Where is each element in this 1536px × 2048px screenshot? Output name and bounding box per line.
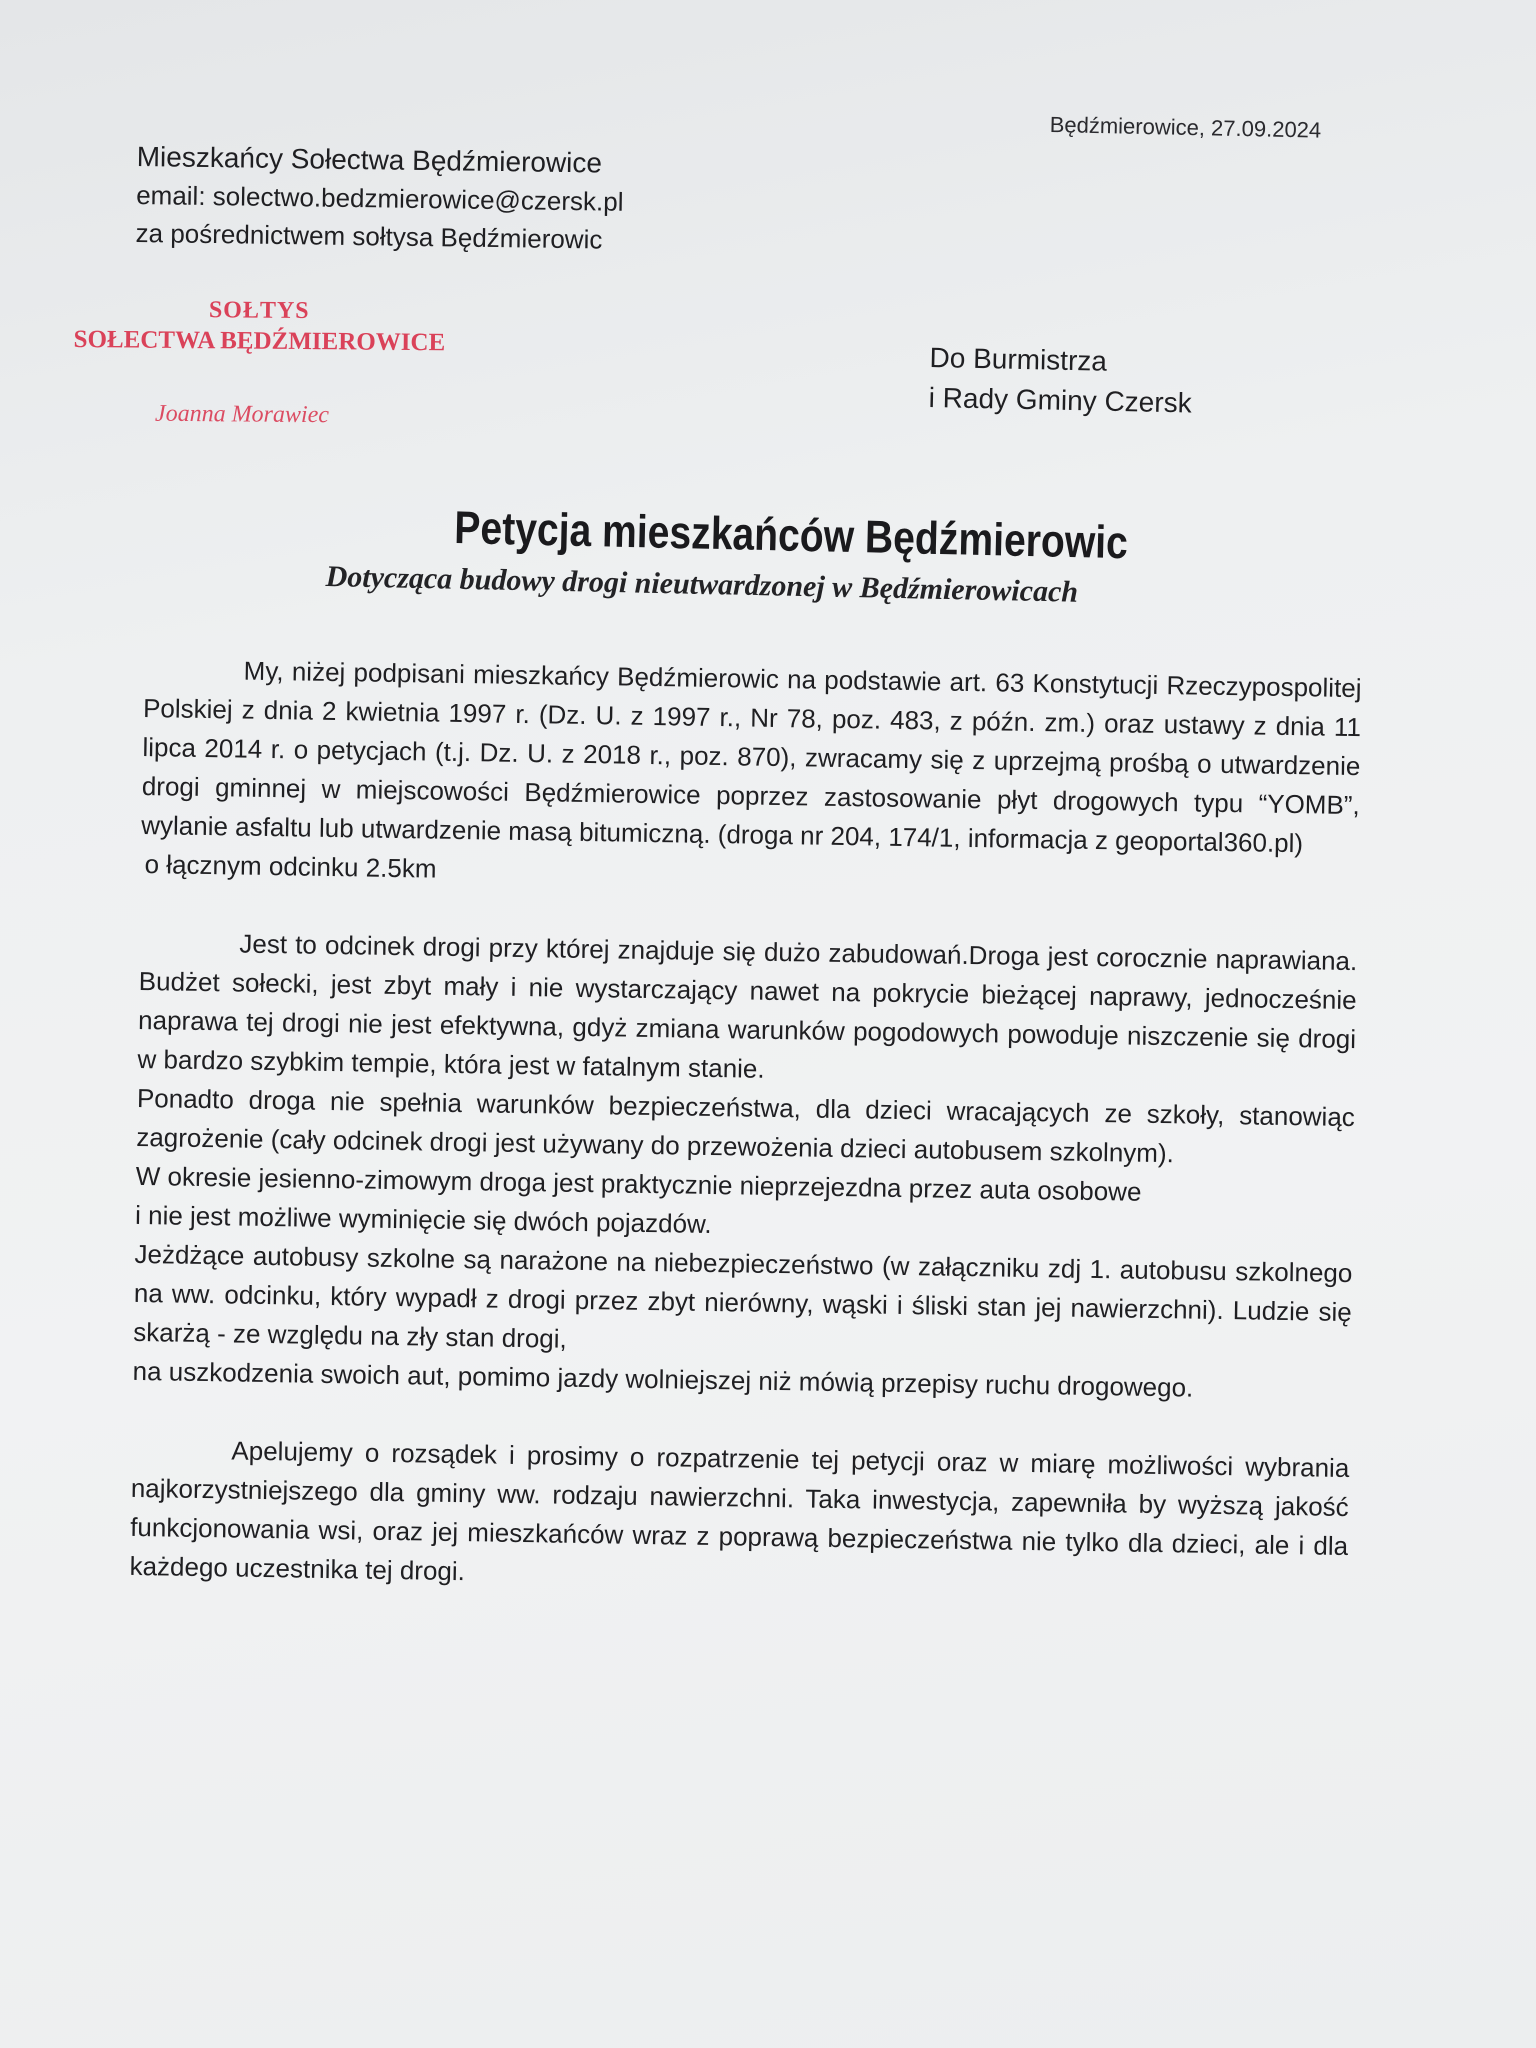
- stamp-line-1: SOŁTYS: [208, 297, 310, 325]
- document-title: Petycja mieszkańców Będźmierowic: [453, 500, 1129, 569]
- document-subtitle: Dotycząca budowy drogi nieutwardzonej w Będźmierowicach: [325, 560, 1079, 609]
- paragraph-1: My, niżej podpisani mieszkańcy Będźmierowic na podstawie art. 63 Konstytucji Rzeczypospolitej Polskiej z dnia 2 kwietnia 1997 r. (Dz. U. z 1997 r., Nr 78, poz. 483, z późn. zm.) oraz ustawy z dnia 11 lipca 2014 r. o petycjach (t.j. Dz. U. z 2018 r., poz. 870), zwracamy się z uprzejmą prośbą o utwardzenie drogi gminnej w miejscowości Będźmierowice poprzez zastosowanie płyt drogowych typu “YOMB”, wylanie asfaltu lub utwardzenie masą bitumiczną. (droga nr 204, 174/1, informacja z geoportal360.pl): [141, 655, 1362, 859]
- paragraph-4a: W okresie jesienno-zimowym droga jest praktycznie nieprzejezdna przez auta osobowe: [135, 1160, 1142, 1207]
- paragraph-2: Jest to odcinek drogi przy której znajduje się dużo zabudowań.Droga jest corocznie naprawiana. Budżet sołecki, jest zbyt mały i nie wystarczający nawet na pokrycie bieżącej naprawy, jednocześnie naprawa tej drogi nie jest efektywna, gdyż zmiana warunków pogodowych powoduje niszczenie się drogi w bardzo szybkim tempie, która jest w fatalnym stanie.: [137, 928, 1358, 1084]
- sender-email: email: solectwo.bedzmierowice@czersk.pl: [135, 179, 624, 217]
- paragraph-5b: na uszkodzenia swoich aut, pomimo jazdy wolniejszej niż mówią przepisy ruchu drogowego.: [132, 1355, 1194, 1403]
- paragraph-5a: Jeżdżące autobusy szkolne są narażone na niebezpieczeństwo (w załączniku zdj 1. autobusu szkolnego na ww. odcinku, który wypadł z drogi przez zbyt nierówny, wąski i śliski stan jej nawierzchni). Ludzie się skarżą - ze względu na zły stan drogi,: [133, 1238, 1353, 1354]
- recipient-line-2: i Rady Gminy Czersk: [928, 381, 1192, 419]
- recipient-block: [928, 338, 1193, 423]
- document-date: Będźmierowice, 27.09.2024: [1049, 112, 1322, 143]
- sender-via: za pośrednictwem sołtysa Będźmierowic: [135, 217, 603, 255]
- petition-body: [129, 650, 1362, 1605]
- paragraph-3: Ponadto droga nie spełnia warunków bezpieczeństwa, dla dzieci wracających ze szkoły, stanowiąc zagrożenie (cały odcinek drogi jest używany do przewożenia dzieci autobusem szkolnym).: [136, 1082, 1356, 1169]
- paragraph-4b: i nie jest możliwe wyminięcie się dwóch pojazdów.: [134, 1199, 712, 1239]
- sender-name: Mieszkańcy Sołectwa Będźmierowice: [136, 140, 603, 179]
- stamp-signature: Joanna Morawiec: [154, 400, 330, 429]
- paragraph-6: Apelujemy o rozsądek i prosimy o rozpatrzenie tej petycji oraz w miarę możliwości wybrania najkorzystniejszego dla gminy ww. rodzaju nawierzchni. Taka inwestycja, zapewniła by wyższą jakość funkcjonowania wsi, oraz jej mieszkańców wraz z poprawą bezpieczeństwa nie tylko dla dzieci, ale i dla każdego uczestnika tej drogi.: [129, 1435, 1350, 1587]
- paragraph-1-tail: o łącznym odcinku 2.5km: [144, 849, 437, 884]
- stamp-line-2: SOŁECTWA BĘDŹMIEROWICE: [73, 325, 446, 357]
- recipient-line-1: Do Burmistrza: [929, 341, 1108, 377]
- official-stamp: [73, 296, 474, 429]
- sender-block: [135, 138, 624, 259]
